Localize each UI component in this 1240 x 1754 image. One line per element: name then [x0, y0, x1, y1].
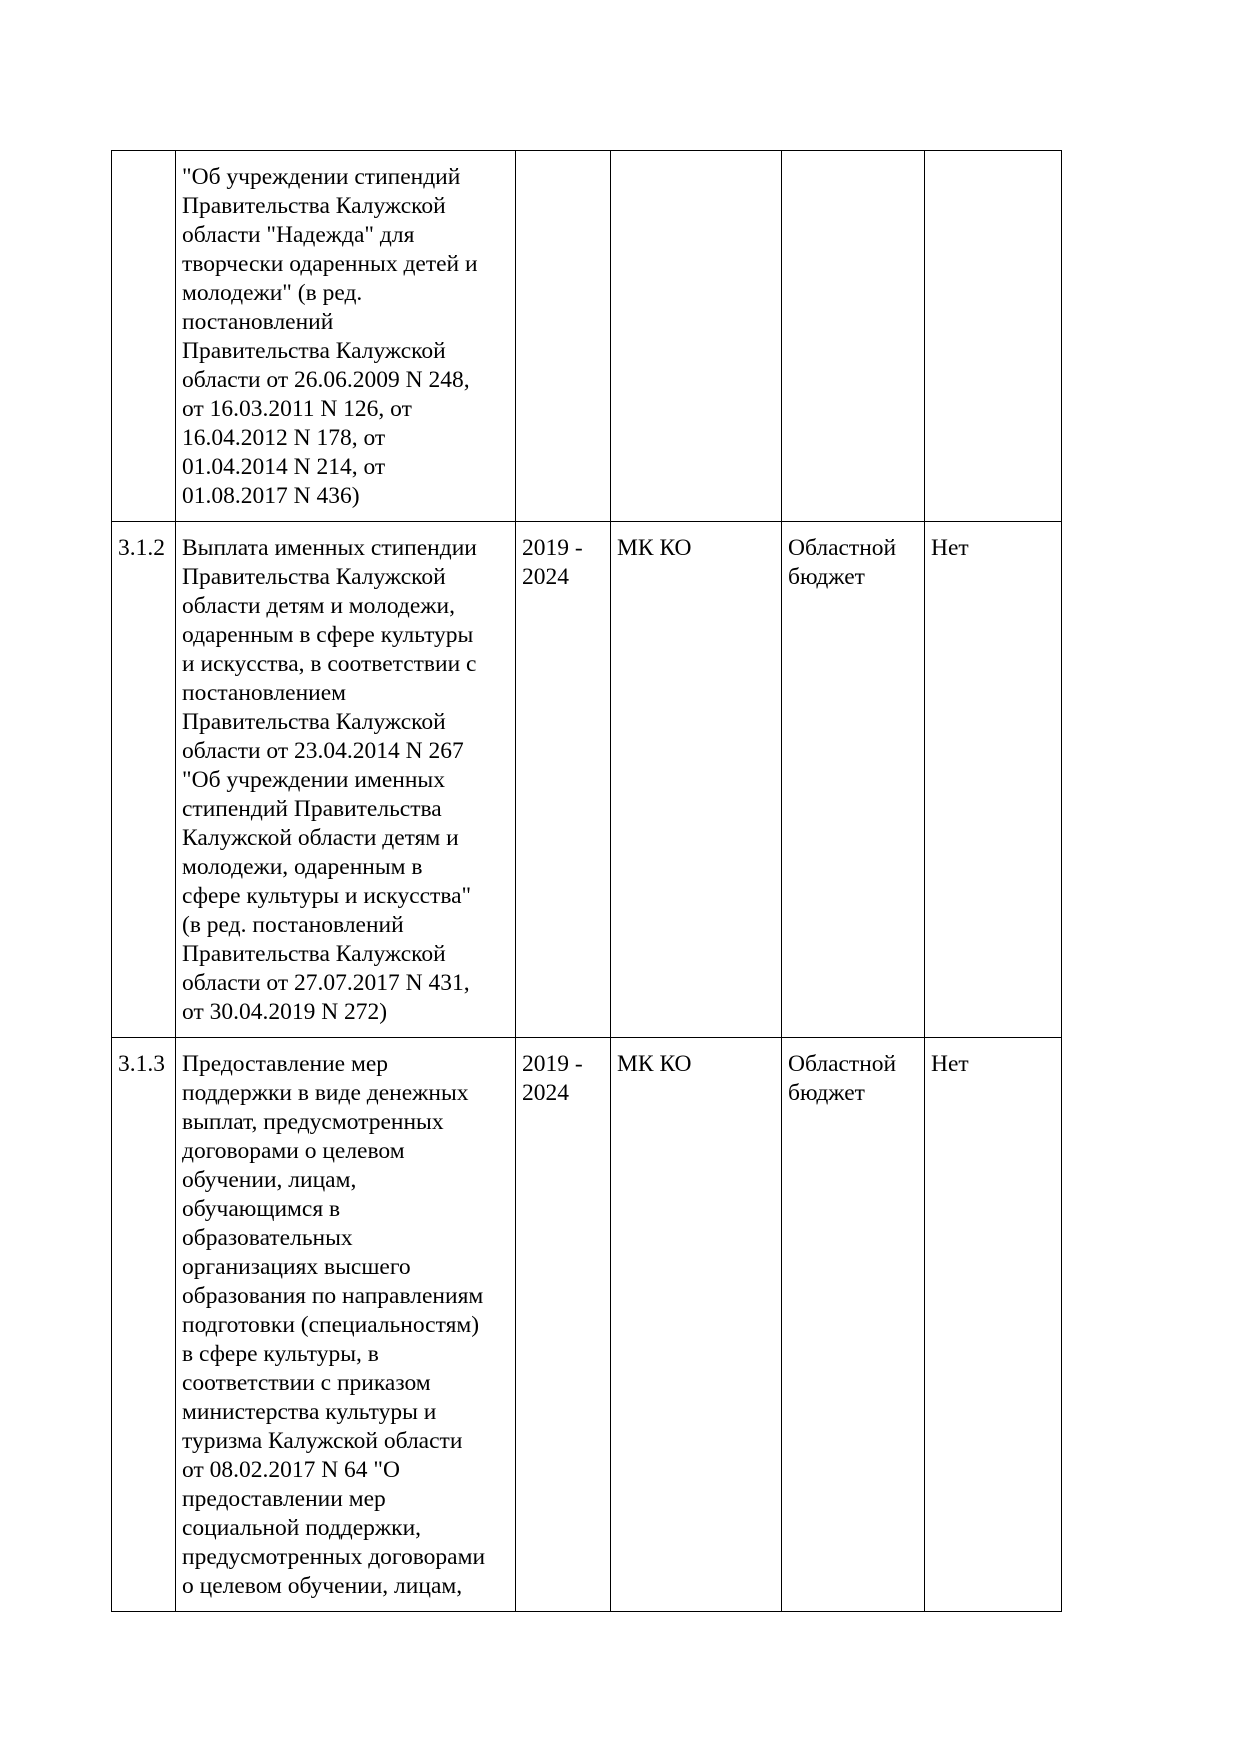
row-number-cell	[112, 151, 176, 522]
row-number-cell: 3.1.2	[112, 522, 176, 1038]
row-number-cell: 3.1.3	[112, 1038, 176, 1612]
flag-cell: Нет	[925, 1038, 1062, 1612]
table-row	[112, 151, 1062, 522]
period-cell	[516, 151, 611, 522]
executor-cell	[611, 151, 782, 522]
funding-source-cell: Областной бюджет	[782, 522, 925, 1038]
table-row	[112, 522, 1062, 1038]
period-cell: 2019 - 2024	[516, 522, 611, 1038]
funding-source-cell	[782, 151, 925, 522]
table-row	[112, 1038, 1062, 1612]
measures-table	[111, 150, 1062, 1612]
flag-cell: Нет	[925, 522, 1062, 1038]
description-cell: Выплата именных стипендии Правительства Калужской области детям и молодежи, одаренным в сфере культуры и искусства, в соответствии с постановлением Правительства Калужской области от 23.04.2014 N 267 "Об учреждении именных стипендий Правительства Калужской области детям и молодежи, одаренным в сфере культуры и искусства" (в ред. постановлений Правительства Калужской области от 27.07.2017 N 431, от 30.04.2019 N 272)	[176, 522, 516, 1038]
executor-cell: МК КО	[611, 522, 782, 1038]
flag-cell	[925, 151, 1062, 522]
funding-source-cell: Областной бюджет	[782, 1038, 925, 1612]
period-cell: 2019 - 2024	[516, 1038, 611, 1612]
description-cell: "Об учреждении стипендий Правительства Калужской области "Надежда" для творчески одаренных детей и молодежи" (в ред. постановлений Правительства Калужской области от 26.06.2009 N 248, от 16.03.2011 N 126, от 16.04.2012 N 178, от 01.04.2014 N 214, от 01.08.2017 N 436)	[176, 151, 516, 522]
executor-cell: МК КО	[611, 1038, 782, 1612]
description-cell: Предоставление мер поддержки в виде денежных выплат, предусмотренных договорами о целевом обучении, лицам, обучающимся в образовательных организациях высшего образования по направлениям подготовки (специальностям) в сфере культуры, в соответствии с приказом министерства культуры и туризма Калужской области от 08.02.2017 N 64 "О предоставлении мер социальной поддержки, предусмотренных договорами о целевом обучении, лицам,	[176, 1038, 516, 1612]
